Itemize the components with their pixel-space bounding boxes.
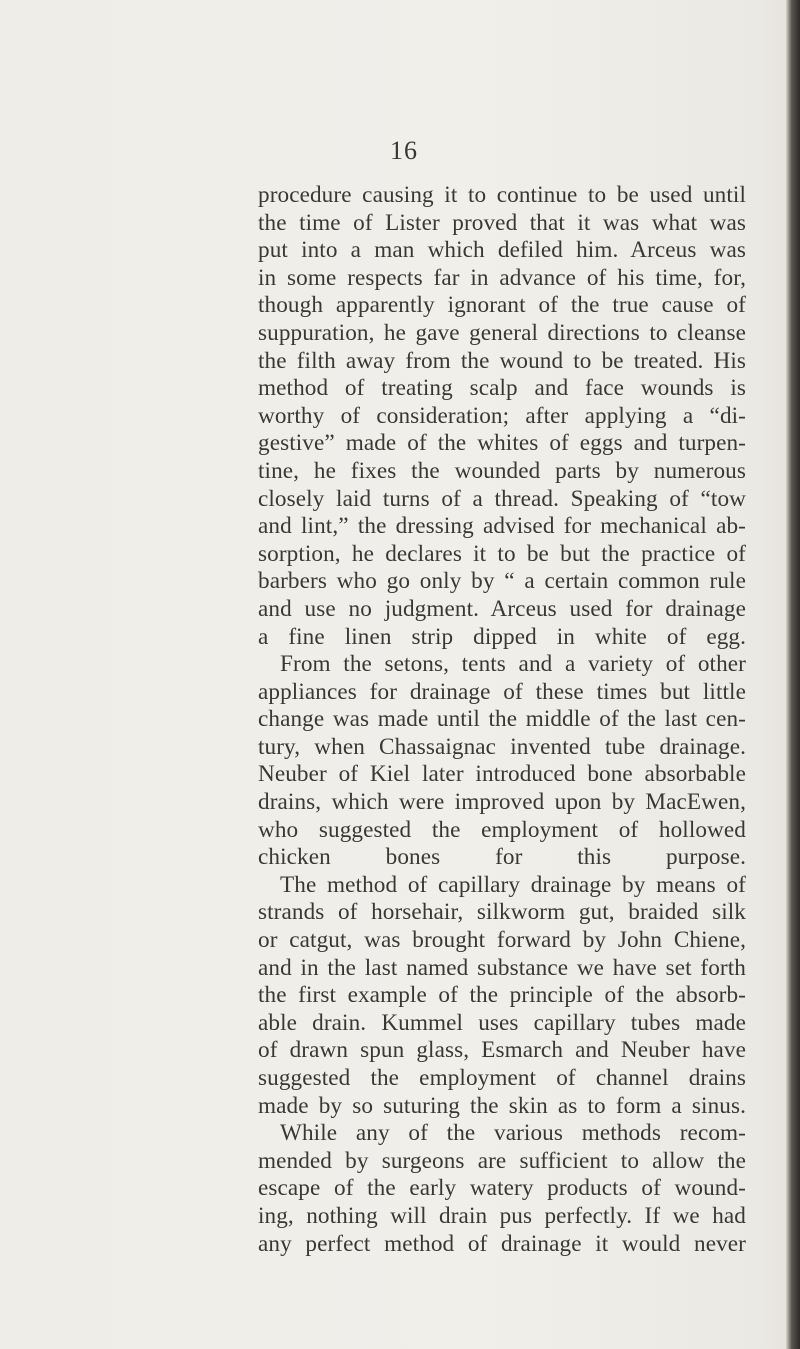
text-line: who suggested the employment of hollowed bbox=[258, 816, 746, 843]
text-line: chicken bones for this purpose. bbox=[258, 844, 746, 871]
text-line: tury, when Chassaignac invented tube drainage. bbox=[258, 733, 746, 760]
text-line: closely laid turns of a thread. Speaking of “tow bbox=[258, 485, 746, 512]
text-line: made by so suturing the skin as to form a sinus. bbox=[258, 1092, 746, 1119]
text-line: worthy of consideration; after applying a “di- bbox=[258, 402, 746, 429]
text-line: suggested the employment of channel drains bbox=[258, 1065, 746, 1091]
text-line: Neuber of Kiel later introduced bone absorbable bbox=[258, 761, 746, 788]
text-line: The method of capillary drainage by means of bbox=[280, 871, 746, 898]
text-line: the first example of the principle of the absorb- bbox=[258, 982, 746, 1009]
text-line: procedure causing it to continue to be used until bbox=[258, 182, 746, 208]
text-line: and use no judgment. Arceus used for drainage bbox=[258, 595, 746, 622]
text-line: and lint,” the dressing advised for mechanical ab- bbox=[258, 513, 746, 540]
text-line: a fine linen strip dipped in white of egg. bbox=[258, 623, 746, 650]
text-line: or catgut, was brought forward by John Chiene, bbox=[258, 927, 746, 954]
text-line: appliances for drainage of these times but little bbox=[258, 678, 746, 705]
text-line: mended by surgeons are sufficient to allow the bbox=[258, 1147, 746, 1174]
text-line: able drain. Kummel uses capillary tubes made bbox=[258, 1009, 746, 1036]
text-line: barbers who go only by “ a certain common rule bbox=[258, 568, 746, 595]
text-line: sorption, he declares it to be but the practice of bbox=[258, 540, 746, 567]
text-line: method of treating scalp and face wounds is bbox=[258, 375, 746, 402]
text-line: the filth away from the wound to be treated. His bbox=[258, 347, 746, 374]
text-line: tine, he fixes the wounded parts by numerous bbox=[258, 457, 746, 484]
text-line: in some respects far in advance of his time, for, bbox=[258, 264, 746, 291]
page-number: 16 bbox=[390, 136, 418, 165]
text-line: and in the last named substance we have set forth bbox=[258, 954, 746, 981]
text-line: strands of horsehair, silkworm gut, braided silk bbox=[258, 899, 746, 926]
text-line: gestive” made of the whites of eggs and turpen- bbox=[258, 430, 746, 457]
text-line: change was made until the middle of the last cen- bbox=[258, 706, 746, 733]
text-line: of drawn spun glass, Esmarch and Neuber have bbox=[258, 1037, 746, 1064]
body-text bbox=[258, 182, 746, 1258]
page-edge-shadow bbox=[786, 0, 800, 1349]
text-line: ing, nothing will drain pus perfectly. If we had bbox=[258, 1202, 746, 1229]
text-line: escape of the early watery products of wound- bbox=[258, 1175, 746, 1202]
text-line: From the setons, tents and a variety of other bbox=[280, 651, 746, 678]
text-line: put into a man which defiled him. Arceus was bbox=[258, 237, 746, 264]
text-line: While any of the various methods recom- bbox=[280, 1120, 746, 1147]
text-line: though apparently ignorant of the true cause of bbox=[258, 292, 746, 319]
text-line: suppuration, he gave general directions to cleanse bbox=[258, 319, 746, 346]
text-line: the time of Lister proved that it was what was bbox=[258, 209, 746, 236]
text-line: any perfect method of drainage it would never bbox=[258, 1230, 746, 1257]
text-line: drains, which were improved upon by MacEwen, bbox=[258, 789, 746, 816]
